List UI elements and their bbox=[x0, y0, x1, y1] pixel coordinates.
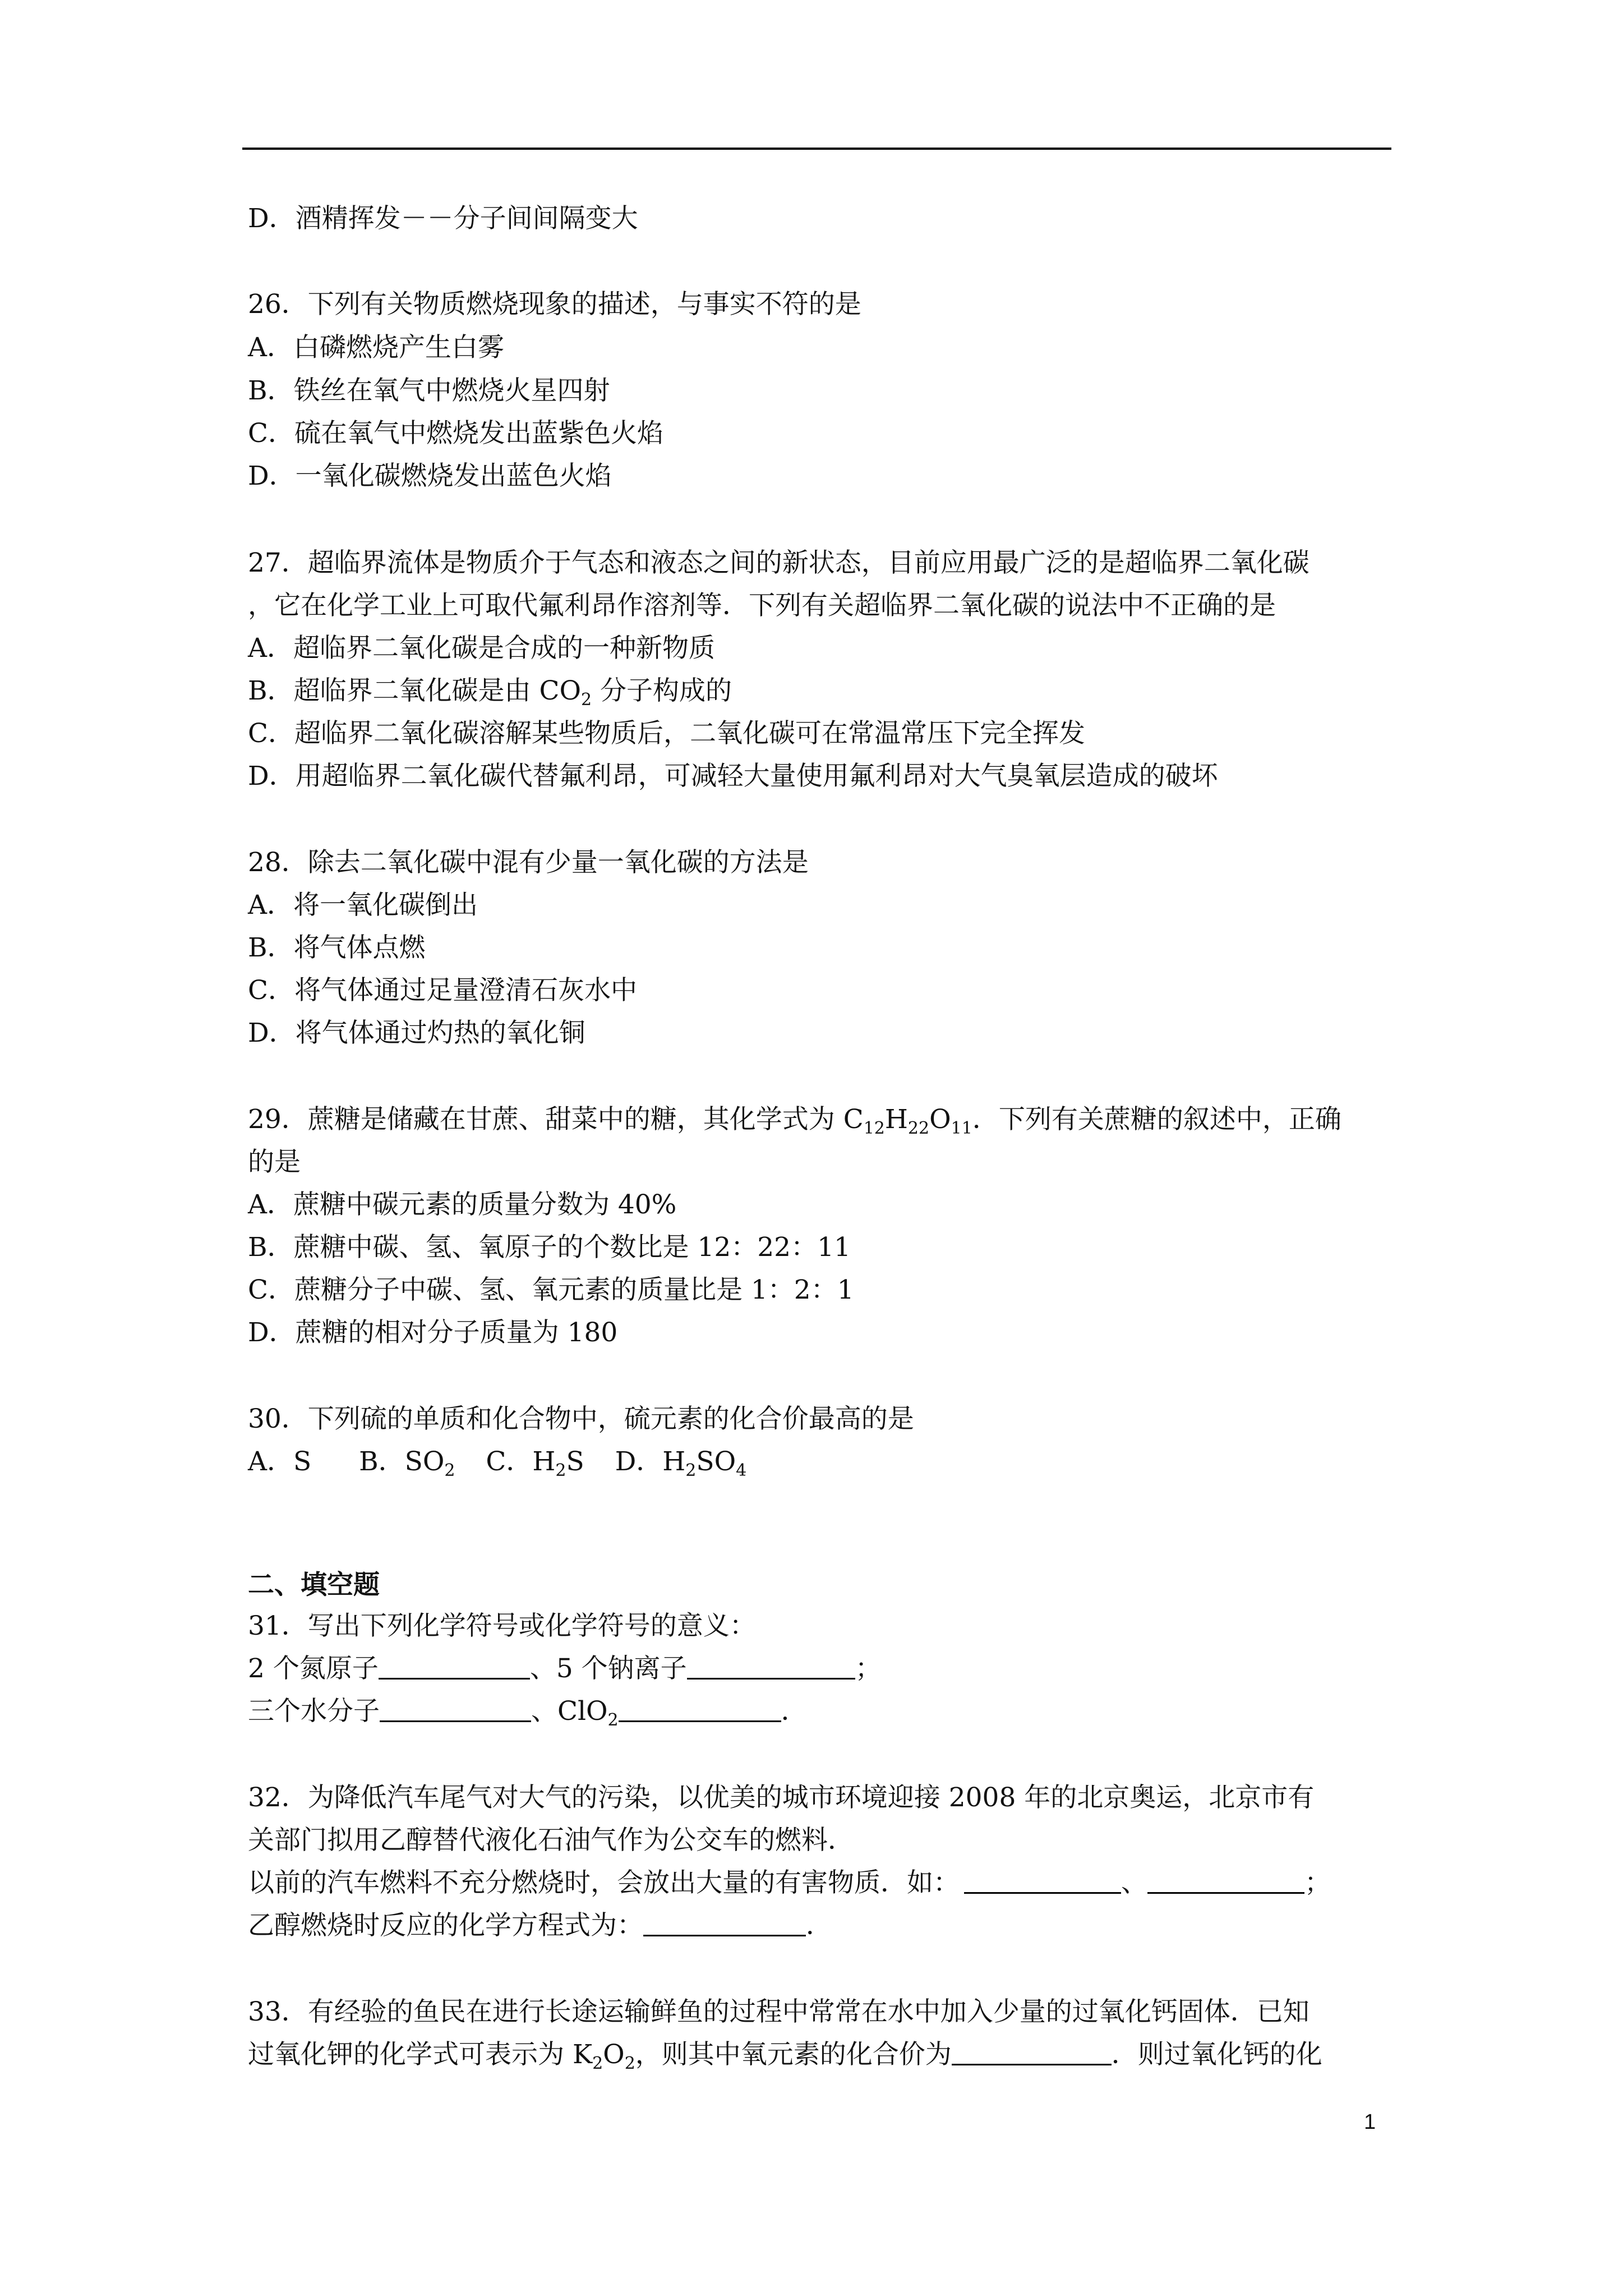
q33-line2 bbox=[248, 2038, 1322, 2081]
q31-label-sodium: 、5 个钠离子 bbox=[529, 1653, 687, 1684]
q29-option-d: D．蔗糖的相对分子质量为 180 bbox=[248, 1317, 618, 1348]
q29-sub-h: 22 bbox=[907, 1119, 930, 1138]
q27-stem-line1: 27．超临界流体是物质介于气态和液态之间的新状态，目前应用最广泛的是超临界二氧化碳 bbox=[248, 547, 1310, 578]
q25-option-d: D．酒精挥发－－分子间间隔变大 bbox=[248, 203, 638, 234]
q31-clo2-subscript: 2 bbox=[607, 1710, 619, 1730]
q28-option-d: D．将气体通过灼热的氧化铜 bbox=[248, 1018, 585, 1048]
q32-equation-label: 乙醇燃烧时反应的化学方程式为： bbox=[248, 1910, 643, 1941]
q31-punct-1: ； bbox=[855, 1653, 882, 1684]
q27-b-text: B．超临界二氧化碳是由 CO bbox=[248, 675, 581, 706]
q29-stem-text: 29．蔗糖是储藏在甘蔗、甜菜中的糖，其化学式为 C bbox=[248, 1104, 864, 1135]
q31-label-water: 三个水分子 bbox=[248, 1696, 380, 1727]
q30-option-d: D．$H_2SO_4$ bbox=[615, 1446, 747, 1480]
q29-stem-line1 bbox=[248, 1103, 1341, 1145]
q32-blank-2[interactable] bbox=[1147, 1867, 1304, 1894]
q30-option-a: A．S bbox=[248, 1446, 312, 1477]
q29-stem-text-end: ．下列有关蔗糖的叙述中，正确 bbox=[972, 1104, 1341, 1135]
q31-punct-2: ． bbox=[781, 1696, 808, 1727]
q30-stem: 30．下列硫的单质和化合物中，硫元素的化合价最高的是 bbox=[248, 1404, 914, 1434]
q27-b-subscript: 2 bbox=[580, 690, 592, 710]
q33-text-a: 过氧化钾的化学式可表示为 K bbox=[248, 2039, 593, 2070]
q33-line1: 33．有经验的鱼民在进行长途运输鲜鱼的过程中常常在水中加入少量的过氧化钙固体．已知 bbox=[248, 1996, 1310, 2027]
q31-line1 bbox=[248, 1652, 882, 1686]
q29-option-a: A．蔗糖中碳元素的质量分数为 40% bbox=[248, 1189, 677, 1220]
q32-line2: 关部门拟用乙醇替代液化石油气作为公交车的燃料． bbox=[248, 1825, 854, 1856]
q26-stem: 26．下列有关物质燃烧现象的描述，与事实不符的是 bbox=[248, 289, 861, 320]
q29-option-b: B．蔗糖中碳、氢、氧原子的个数比是 12：22：11 bbox=[248, 1232, 851, 1263]
q31-stem: 31．写出下列化学符号或化学符号的意义： bbox=[248, 1611, 756, 1641]
q31-label-nitrogen: 2 个氮原子 bbox=[248, 1653, 379, 1684]
q27-option-d: D．用超临界二氧化碳代替氟利昂，可减轻大量使用氟利昂对大气臭氧层造成的破坏 bbox=[248, 761, 1218, 792]
q27-option-b bbox=[248, 674, 732, 717]
q29-o: O bbox=[929, 1104, 951, 1135]
q28-option-b: B．将气体点燃 bbox=[248, 932, 426, 963]
q26-option-b: B．铁丝在氧气中燃烧火星四射 bbox=[248, 375, 610, 406]
q27-stem-line2: ，它在化学工业上可取代氟利昂作溶剂等．下列有关超临界二氧化碳的说法中不正确的是 bbox=[248, 590, 1276, 621]
q30-option-c: C．$H_2S$ bbox=[486, 1446, 584, 1480]
q27-option-c: C．超临界二氧化碳溶解某些物质后，二氧化碳可在常温常压下完全挥发 bbox=[248, 718, 1085, 749]
q33-text-d: ．则过氧化钙的化 bbox=[1111, 2039, 1322, 2070]
q33-sub-2: 2 bbox=[624, 2054, 635, 2073]
q31-label-clo2: 、ClO bbox=[531, 1696, 608, 1727]
q33-blank-1[interactable] bbox=[952, 2039, 1112, 2065]
q27-b-text-end: 分子构成的 bbox=[592, 675, 732, 706]
q30-options bbox=[248, 1445, 746, 1488]
q32-line1: 32．为降低汽车尾气对大气的污染，以优美的城市环境迎接 2008 年的北京奥运，北京市有 bbox=[248, 1782, 1315, 1813]
q28-stem: 28．除去二氧化碳中混有少量一氧化碳的方法是 bbox=[248, 847, 809, 878]
q29-sub-c: 12 bbox=[863, 1119, 885, 1138]
q31-blank-4[interactable] bbox=[619, 1696, 781, 1722]
q26-option-a: A．白磷燃烧产生白雾 bbox=[248, 332, 504, 363]
q32-separator: 、 bbox=[1121, 1867, 1147, 1898]
q31-blank-3[interactable] bbox=[380, 1696, 531, 1722]
q32-fuel-text: 以前的汽车燃料不充分燃烧时，会放出大量的有害物质．如： bbox=[248, 1867, 960, 1898]
q29-h: H bbox=[884, 1104, 908, 1135]
q28-option-c: C．将气体通过足量澄清石灰水中 bbox=[248, 975, 637, 1006]
q31-blank-2[interactable] bbox=[687, 1653, 855, 1680]
q31-blank-1[interactable] bbox=[379, 1653, 530, 1680]
header-rule bbox=[242, 148, 1391, 150]
q32-blank-1[interactable] bbox=[964, 1867, 1121, 1894]
q26-option-d: D．一氧化碳燃烧发出蓝色火焰 bbox=[248, 461, 612, 491]
q32-line3 bbox=[248, 1866, 1331, 1900]
q33-sub-1: 2 bbox=[592, 2054, 603, 2073]
q29-sub-o: 11 bbox=[951, 1119, 972, 1138]
q33-text-b: O bbox=[603, 2039, 625, 2070]
q27-option-a: A．超临界二氧化碳是合成的一种新物质 bbox=[248, 633, 715, 664]
page-number: 1 bbox=[1364, 2110, 1376, 2134]
q28-option-a: A．将一氧化碳倒出 bbox=[248, 890, 478, 921]
section-title-fill-in: 二、填空题 bbox=[248, 1570, 380, 1600]
q32-punct-1: ； bbox=[1304, 1867, 1331, 1898]
q32-punct-2: ． bbox=[806, 1910, 832, 1941]
q31-line2 bbox=[248, 1695, 808, 1737]
q32-line4 bbox=[248, 1909, 832, 1943]
q26-option-c: C．硫在氧气中燃烧发出蓝紫色火焰 bbox=[248, 418, 663, 449]
q29-stem-line2: 的是 bbox=[248, 1147, 301, 1177]
q30-option-b: B．$SO_2$ bbox=[359, 1446, 455, 1480]
q29-option-c: C．蔗糖分子中碳、氢、氧元素的质量比是 1：2：1 bbox=[248, 1274, 854, 1305]
q33-text-c: ，则其中氧元素的化合价为 bbox=[635, 2039, 952, 2070]
q32-blank-3[interactable] bbox=[643, 1910, 806, 1936]
